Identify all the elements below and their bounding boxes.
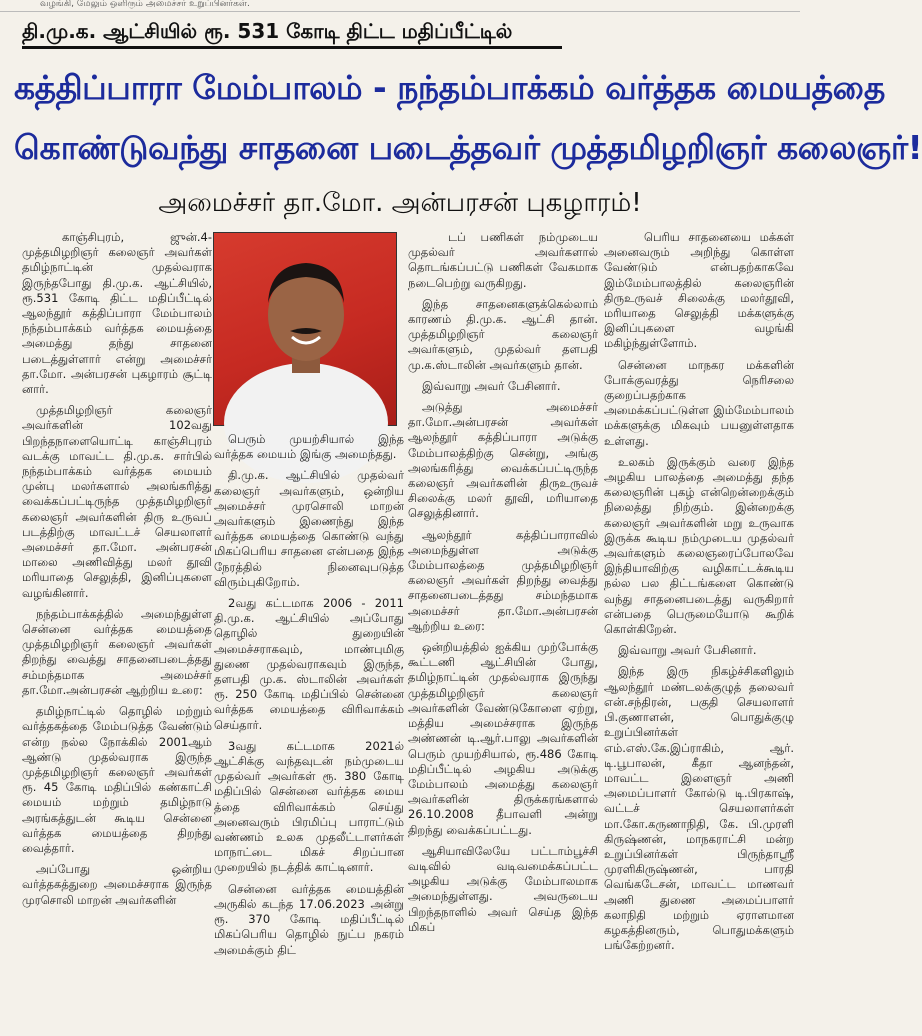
- paragraph: சென்னை வர்த்தக மையத்தின் அருகில் கடந்த 17.06.2023 அன்று ரூ. 370 கோடி மதிப்பீட்டில் மிகப்பெரிய தொழில் நுட்ப நகரம் அமைக்கும் திட்: [214, 881, 404, 957]
- paragraph: காஞ்சிபுரம், ஜுன்.4- முத்தமிழறிஞர் கலைஞர் அவர்கள் தமிழ்நாட்டின் முதல்வராக இருந்தபோது தி.மு.க. ஆட்சியில், ரூ.531 கோடி திட்ட மதிப்பீட்டில் ஆலந்தூர் கத்திப்பாரா மேம்பாலம் நந்தம்பாக்கம் வர்த்தக மையத்தை அமைத்து தந்து சாதனை படைத்துள்ளார் என்று அமைச்சர் தா.மோ. அன்பரசன் புகழாரம் சூட்டி னார்.: [22, 230, 212, 397]
- paragraph: பெரும் முயற்சியால் இந்த வர்த்தக மையம் இங்கு அமைந்தது.: [214, 432, 404, 462]
- paragraph: இவ்வாறு அவர் பேசினார்.: [422, 378, 561, 393]
- kicker-line: தி.மு.க. ஆட்சியில் ரூ. 531 கோடி திட்ட மதிப்பீட்டில்: [22, 16, 562, 49]
- paragraph: தி.மு.க. ஆட்சியில் முதல்வர் கலைஞர் அவர்களும், ஒன்றிய அமைச்சர் முரசொலி மாறன் அவர்களும் இணைந்து இந்த வர்த்தக மையத்தை கொண்டு வந்து மிகப்பெரிய சாதனை என்பதை இந்த நேரத்தில் நினைவுபடுத்த விரும்புகிறோம்.: [214, 468, 404, 589]
- article-column-4: [604, 230, 794, 1030]
- paragraph: உலகம் இருக்கும் வரை இந்த அழகிய பாலத்தை அமைத்து தந்த கலைஞரின் புகழ் என்றென்றைக்கும் நிலைத்து நிற்கும். இன்றைக்கு கலைஞர் அவர்களின் மறு உருவாக இருக்க கூடிய நம்முடைய முதல்வர் அவர்களும் கலைஞரைப்போலவே இந்தியாவிற்கு வழிகாட்டக்கூடிய நல்ல பல திட்டங்களை கொண்டு வந்து சாதனைபடைத்து வருகிறார் என்பதை பெருமையோடு கூறிக் கொள்கிறேன்.: [604, 454, 794, 637]
- portrait-illustration: [214, 233, 396, 425]
- paragraph: டப் பணிகள் நம்முடைய முதல்வர் அவர்களால் தொடங்கப்பட்டு பணிகள் வேகமாக நடைபெற்று வருகிறது.: [408, 230, 598, 290]
- portrait-photo: [213, 232, 397, 426]
- paragraph: அடுத்து அமைச்சர் தா.மோ.அன்பரசன் அவர்கள் ஆலந்தூர் கத்திப்பாரா அடுக்கு மேம்பாலத்திற்கு சென்று, அங்கு அலங்கரித்து வைக்கப்பட்டிருந்த கலைஞர் அவர்களின் திருஉருவச் சிலைக்கு மலர் தூவி, மரியாதை செலுத்தினார்.: [408, 400, 598, 521]
- article-column-2: [214, 432, 404, 1032]
- paragraph: 2வது கட்டமாக 2006 - 2011 தி.மு.க. ஆட்சியில் அப்போது தொழில் துறையின் அமைச்சராகவும், மாண்புமிகு துணை முதல்வராகவும் இருந்த, தளபதி மு.க. ஸ்டாலின் அவர்கள் ரூ. 250 கோடி மதிப்பில் சென்னை வர்த்தக மையத்தை விரிவாக்கம் செய்தார்.: [214, 596, 404, 732]
- headline-line-2: கொண்டுவந்து சாதனை படைத்தவர் முத்தமிழறிஞர் கலைஞர்!: [14, 128, 922, 167]
- article-column-1: [22, 230, 212, 1030]
- paragraph: இவ்வாறு அவர் பேசினார்.: [618, 643, 757, 658]
- headline: [14, 58, 922, 178]
- paragraph: முத்தமிழறிஞர் கலைஞர் அவர்களின் 102வது பிறந்தநாளையொட்டி காஞ்சிபுரம் வடக்கு மாவட்ட தி.மு.க. சார்பில் நந்தம்பாக்கம் வர்த்தக மையம் முன்பு மலர்களால் அலங்கரித்து வைக்கப்பட்டிருந்த முத்தமிழறிஞர் கலைஞர் அவர்களின் திரு உருவப் படத்திற்கு மாவட்டச் செயலாளர் அமைச்சர் தா.மோ. அன்பரசன் மாலை அணிவித்து மலர் தூவி மரியாதை செலுத்தி, இனிப்புகளை வழங்கினார்.: [22, 403, 212, 600]
- paragraph: அப்போது ஒன்றிய வர்த்தகத்துறை அமைச்சராக இருந்த முரசொலி மாறன் அவர்களின்: [22, 862, 212, 907]
- paragraph: நந்தம்பாக்கத்தில் அமைந்துள்ள சென்னை வர்த்தக மையத்தை முத்தமிழறிஞர் கலைஞர் அவர்கள் திறந்து வைத்து சாதனைபடைத்தது சம்மந்தமாக அமைச்சர் தா.மோ.அன்பரசன் ஆற்றிய உரை:: [22, 606, 212, 697]
- top-strip-text: வழங்கி, மேலும் ஒளிரும் அமைச்சர் உறுப்பினர்கள்.: [0, 0, 800, 12]
- paragraph: ஒன்றியத்தில் ஐக்கிய முற்போக்கு கூட்டணி ஆட்சியின் போது, தமிழ்நாட்டின் முதல்வராக இருந்து முத்தமிழறிஞர் கலைஞர் அவர்களின் வேண்டுகோளை ஏற்று, மத்திய அமைச்சராக இருந்த அண்ணன் டி.ஆர்.பாலு அவர்களின் பெரும் முயற்சியால், ரூ.486 கோடி மதிப்பீட்டில் அழகிய அடுக்கு மேம்பாலம் அமைத்து கலைஞர் அவர்களின் திருக்கரங்களால் 26.10.2008 தீபாவளி அன்று திறந்து வைக்கப்பட்டது.: [408, 640, 598, 837]
- paragraph: 3வது கட்டமாக 2021ல் ஆட்சிக்கு வந்தவுடன் நம்முடைய முதல்வர் அவர்கள் ரூ. 380 கோடி மதிப்பில் சென்னை வர்த்தக மைய த்தை விரிவாக்கம் செய்து அனைவரும் பிரமிப்பு பாராட்டும் வண்ணம் உலக முதலீட்டாளர்கள் மாநாட்டை மிகச் சிறப்பான முறையில் நடத்திக் காட்டினார்.: [214, 738, 404, 875]
- paragraph: இந்த இரு நிகழ்ச்சிகளிலும் ஆலந்தூர் மண்டலக்குழுத் தலைவர் என்.சந்திரன், பகுதி செயலாளர் பி.குணாளன், பொதுக்குழு உறுப்பினர்கள் எம்.எஸ்.கே.இப்ராகிம், ஆர். டி.பூபாலன், கீதா ஆனந்தன், மாவட்ட இளைஞர் அணி அமைப்பாளர் கோல்டு டி.பிரகாஷ், வட்டச் செயலாளர்கள் மா.கோ.கருணாநிதி, கே. பி.முரளி கிருஷ்ணன், மாநகராட்சி மன்ற உறுப்பினர்கள் பிருந்தாஸ்ரீ முரளிகிருஷ்ணன், பாரதி வெங்கடேசன், மாவட்ட மாணவர் அணி துணை அமைப்பாளர் கலாநிதி மற்றும் ஏராளமான கழகத்தினரும், பொதுமக்களும் பங்கேற்றனர்.: [604, 664, 794, 953]
- subheadline: அமைச்சர் தா.மோ. அன்பரசன் புகழாரம்!: [158, 188, 642, 218]
- paragraph: ஆசியாவிலேயே பட்டாம்பூச்சி வடிவில் வடிவமைக்கப்பட்ட அழகிய அடுக்கு மேம்பாலமாக அமைந்துள்ளது. அவருடைய பிறந்தநாளில் அவர் செய்த இந்த மிகப்: [408, 843, 598, 934]
- paragraph: பெரிய சாதனையை மக்கள் அனைவரும் அறிந்து கொள்ள வேண்டும் என்பதற்காகவே இம்மேம்பாலத்தில் கலைஞரின் திருஉருவச் சிலைக்கு மலர்தூவி, மரியாதை செலுத்தி மக்களுக்கு இனிப்புகளை வழங்கி மகிழ்ந்துள்ளோம்.: [604, 230, 794, 351]
- paragraph: ஆலந்தூர் கத்திப்பாராவில் அமைந்துள்ள அடுக்கு மேம்பாலத்தை முத்தமிழறிஞர் கலைஞர் அவர்கள் திறந்து வைத்து சாதனைபடைத்தது சம்மந்தமாக அமைச்சர் தா.மோ.அன்பரசன் ஆற்றிய உரை:: [408, 527, 598, 633]
- paragraph: சென்னை மாநகர மக்களின் போக்குவரத்து நெரிசலை குறைப்பதற்காக அமைக்கப்பட்டுள்ள இம்மேம்பாலம் மக்களுக்கு மிகவும் பயனுள்ளதாக உள்ளது.: [604, 357, 794, 448]
- paragraph: இந்த சாதனைகளுக்கெல்லாம் காரணம் தி.மு.க. ஆட்சி தான். முத்தமிழறிஞர் கலைஞர் அவர்களும், முதல்வர் தளபதி மு.க.ஸ்டாலின் அவர்களும் தான்.: [408, 296, 598, 372]
- paragraph: தமிழ்நாட்டில் தொழில் மற்றும் வர்த்தகத்தை மேம்படுத்த வேண்டும் என்ற நல்ல நோக்கில் 2001ஆம் ஆண்டு முதல்வராக இருந்த முத்தமிழறிஞர் கலைஞர் அவர்கள் ரூ. 45 கோடி மதிப்பில் கண்காட்சி மையம் மற்றும் தமிழ்நாடு அரங்கத்துடன் கூடிய சென்னை வர்த்தக மையத்தை திறந்து வைத்தார்.: [22, 704, 212, 855]
- article-column-3: [408, 230, 598, 1030]
- headline-line-1: கத்திப்பாரா மேம்பாலம் - நந்தம்பாக்கம் வர்த்தக மையத்தை: [14, 68, 885, 107]
